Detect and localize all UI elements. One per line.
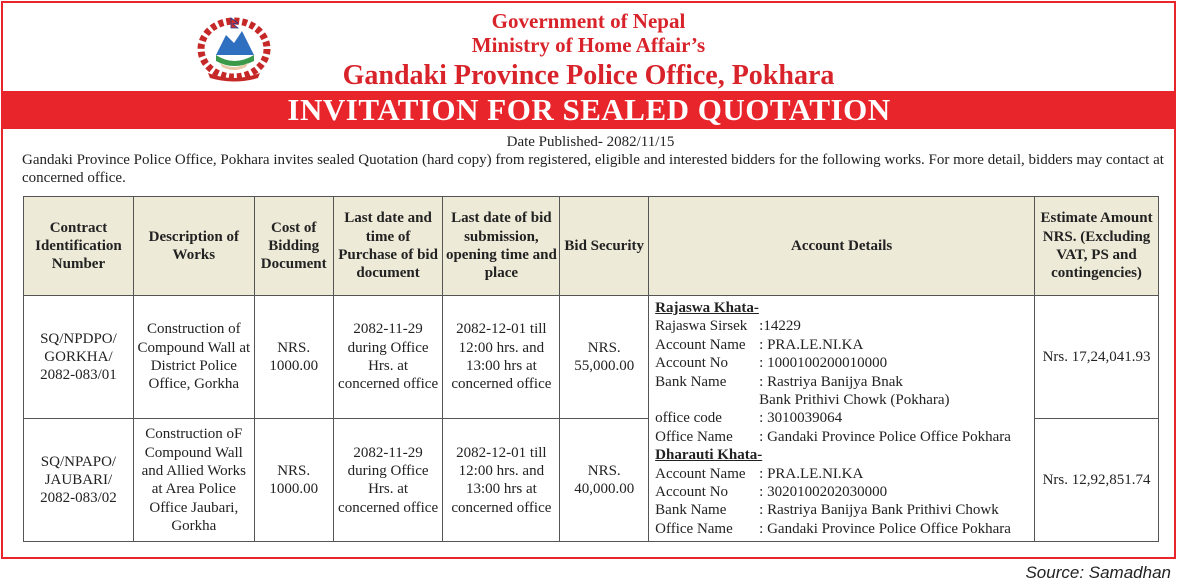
contract-id-cell: SQ/NPDPO/ GORKHA/ 2082-083/01	[24, 296, 134, 419]
dharauti-heading: Dharauti Khata-	[655, 447, 763, 464]
acct-line: office code : 3010039064	[655, 410, 843, 427]
ministry-title: Ministry of Home Affair’s	[471, 33, 706, 57]
cost-cell: NRS. 1000.00	[254, 296, 333, 419]
col-contract-id: Contract Identification Number	[24, 197, 134, 296]
bid-security-cell: NRS. 40,000.00	[560, 419, 649, 542]
table-row	[24, 296, 1159, 419]
col-bid-security: Bid Security	[560, 197, 649, 296]
col-description: Description of Works	[133, 197, 254, 296]
col-account-details: Account Details	[649, 197, 1035, 296]
estimate-cell: Nrs. 17,24,041.93	[1035, 296, 1159, 419]
acct-line: Account Name : PRA.LE.NI.KA	[655, 465, 864, 482]
description-cell: Construction of Compound Wall at District Police Office, Gorkha	[133, 296, 254, 419]
acct-line: Office Name : Gandaki Province Police Office Pokhara	[655, 520, 1011, 537]
account-details-cell	[649, 296, 1035, 542]
submission-cell: 2082-12-01 till 12:00 hrs. and 13:00 hrs at concerned office	[443, 296, 560, 419]
purchase-deadline-cell: 2082-11-29 during Office Hrs. at concerned office	[333, 296, 443, 419]
source-credit: Source: Samadhan	[1025, 563, 1171, 582]
col-cost: Cost of Bidding Document	[254, 197, 333, 296]
acct-bank-continuation: Bank Prithivi Chowk (Pokhara)	[759, 392, 950, 409]
contract-id-cell: SQ/NPAPO/ JAUBARI/ 2082-083/02	[24, 419, 134, 542]
notice-banner: INVITATION FOR SEALED QUOTATION	[3, 91, 1175, 129]
purchase-deadline-cell: 2082-11-29 during Office Hrs. at concerned office	[333, 419, 443, 542]
cost-cell: NRS. 1000.00	[254, 419, 333, 542]
acct-line: Rajaswa Sirsek :14229	[655, 318, 801, 335]
quotation-table	[23, 196, 1159, 542]
acct-line: Bank Name : Rastriya Banijya Bank Prithivi Chowk	[655, 502, 999, 519]
table-header-row	[24, 197, 1159, 296]
acct-line: Account No : 1000100200010000	[655, 355, 888, 372]
description-cell: Construction oF Compound Wall and Allied Works at Area Police Office Jaubari, Gorkha	[133, 419, 254, 542]
bid-security-cell: NRS. 55,000.00	[560, 296, 649, 419]
acct-line: Office Name : Gandaki Province Police Office Pokhara	[655, 428, 1011, 445]
government-title: Government of Nepal	[491, 9, 686, 33]
office-title: Gandaki Province Police Office, Pokhara	[342, 60, 835, 91]
intro-paragraph: Gandaki Province Police Office, Pokhara invites sealed Quotation (hard copy) from registered, eligible and interested bidders for the following works. For more detail, bidders may contact at concerned office.	[22, 152, 1164, 186]
date-published: Date Published- 2082/11/15	[506, 134, 675, 150]
rajaswa-heading: Rajaswa Khata-	[655, 300, 759, 316]
col-submission: Last date of bid submission, opening time and place	[443, 197, 560, 296]
acct-line: Bank Name : Rastriya Banijya Bnak	[655, 373, 903, 390]
col-estimate: Estimate Amount NRS. (Excluding VAT, PS and contingencies)	[1035, 197, 1159, 296]
col-purchase-deadline: Last date and time of Purchase of bid document	[333, 197, 443, 296]
estimate-cell: Nrs. 12,92,851.74	[1035, 419, 1159, 542]
acct-line: Account Name : PRA.LE.NI.KA	[655, 336, 864, 353]
acct-line: Account No : 3020100202030000	[655, 484, 888, 501]
submission-cell: 2082-12-01 till 12:00 hrs. and 13:00 hrs at concerned office	[443, 419, 560, 542]
